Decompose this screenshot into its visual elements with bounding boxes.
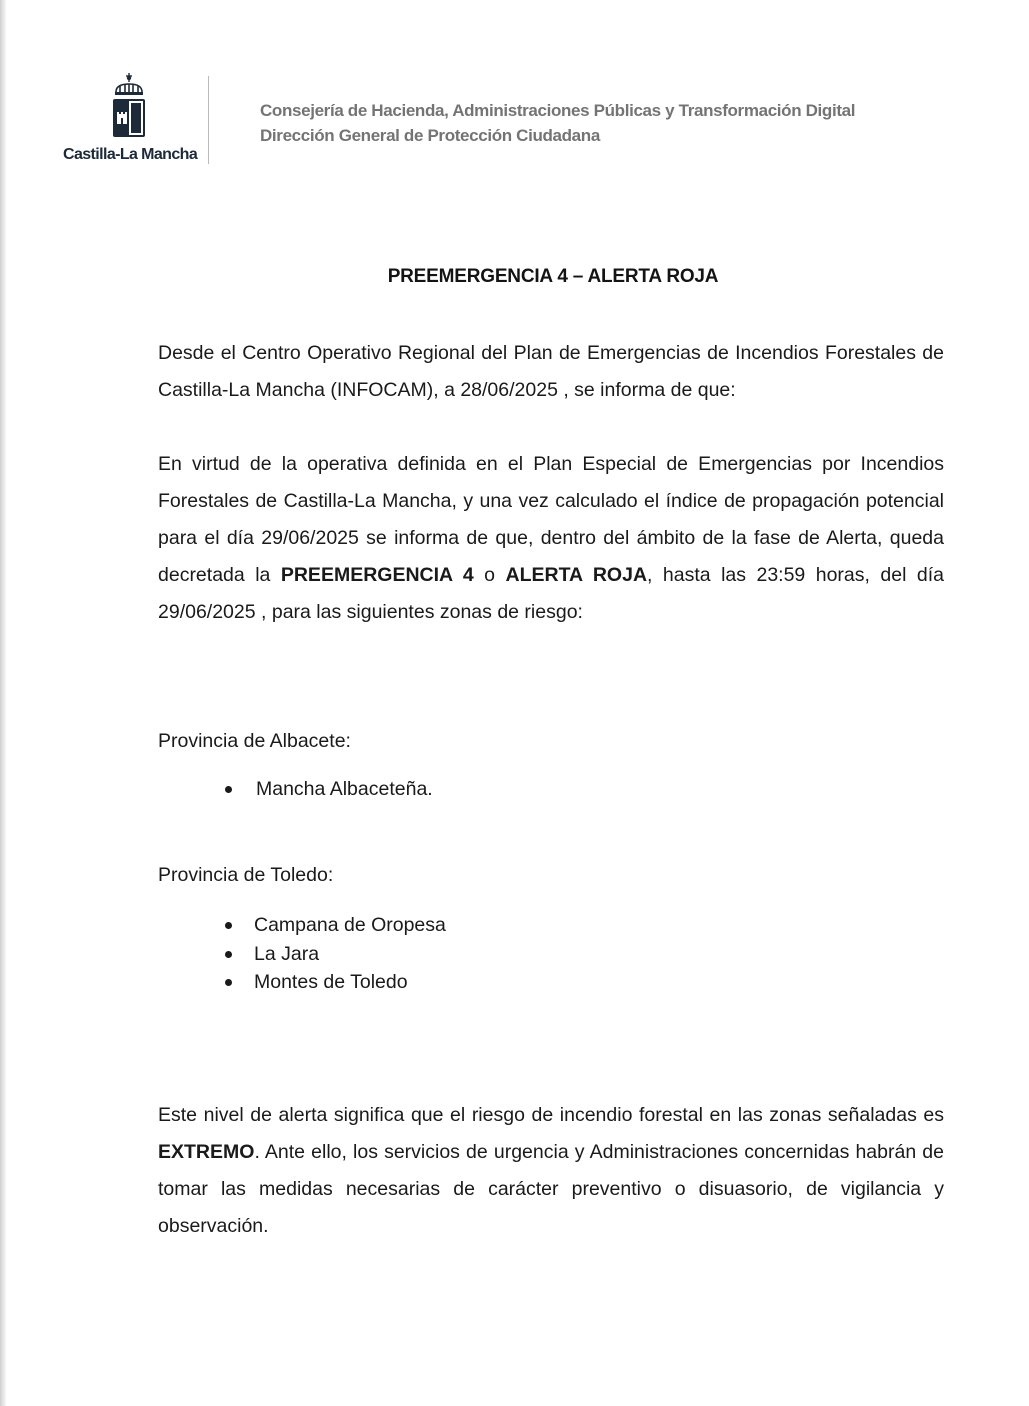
department-heading	[260, 98, 855, 148]
risk-text: Este nivel de alerta significa que el riesgo de incendio forestal en las zonas señaladas es	[158, 1104, 944, 1126]
document-title: PREEMERGENCIA 4 – ALERTA ROJA	[387, 266, 719, 287]
province-heading: Provincia de Albacete:	[158, 730, 351, 752]
risk-paragraph	[158, 1097, 944, 1245]
list-item	[220, 968, 446, 997]
bullet-icon	[225, 951, 232, 958]
coat-of-arms-icon	[108, 72, 150, 142]
list-item	[220, 911, 446, 940]
decree-text-end: , hasta las 23:59 horas, del día 29/06/2025 , para las siguientes zonas de riesgo:	[158, 564, 944, 623]
alert-level: ALERTA ROJA	[505, 564, 648, 586]
list-item	[220, 940, 446, 969]
risk-level: EXTREMO	[158, 1141, 255, 1163]
zone-name: Montes de Toledo	[254, 971, 408, 993]
department-line: Consejería de Hacienda, Administraciones Públicas y Transformación Digital	[260, 101, 856, 120]
decree-text: En virtud de la operativa definida en el Plan Especial de Emergencias por Incendios Forestales de Castilla-La Mancha, y una vez calculado el índice de propagación potencial para el día 29/06/2025 se informa de que, dentro del ámbito de la fase de Alerta, queda decretada la	[158, 453, 944, 586]
intro-paragraph: Desde el Centro Operativo Regional del Plan de Emergencias de Incendios Forestales de Castilla-La Mancha (INFOCAM), a 28/06/2025 , se informa de que:	[158, 342, 944, 401]
bullet-icon	[225, 979, 232, 986]
preemergency-level: PREEMERGENCIA 4	[280, 564, 474, 586]
zone-list-albacete	[220, 775, 433, 804]
logo-wordmark: Castilla-La Mancha	[63, 146, 198, 163]
decree-paragraph	[158, 446, 944, 631]
bullet-icon	[225, 922, 232, 929]
zone-name: La Jara	[254, 942, 320, 965]
province-heading: Provincia de Toledo:	[158, 864, 334, 886]
risk-text-end: . Ante ello, los servicios de urgencia y Administraciones concernidas habrán de tomar las medidas necesarias de carácter preventivo o disuasorio, de vigilancia y observación.	[158, 1141, 944, 1237]
list-item	[220, 775, 433, 804]
zone-list-toledo	[220, 911, 446, 997]
castilla-la-mancha-logo	[60, 72, 202, 167]
header-divider	[208, 76, 209, 164]
zone-name: Campana de Oropesa	[254, 914, 446, 936]
decree-connector: o	[473, 564, 506, 586]
page-edge-shadow	[0, 0, 7, 1406]
directorate-line: Dirección General de Protección Ciudadana	[260, 126, 600, 145]
bullet-icon	[225, 786, 232, 793]
zone-name: Mancha Albaceteña.	[256, 778, 433, 800]
